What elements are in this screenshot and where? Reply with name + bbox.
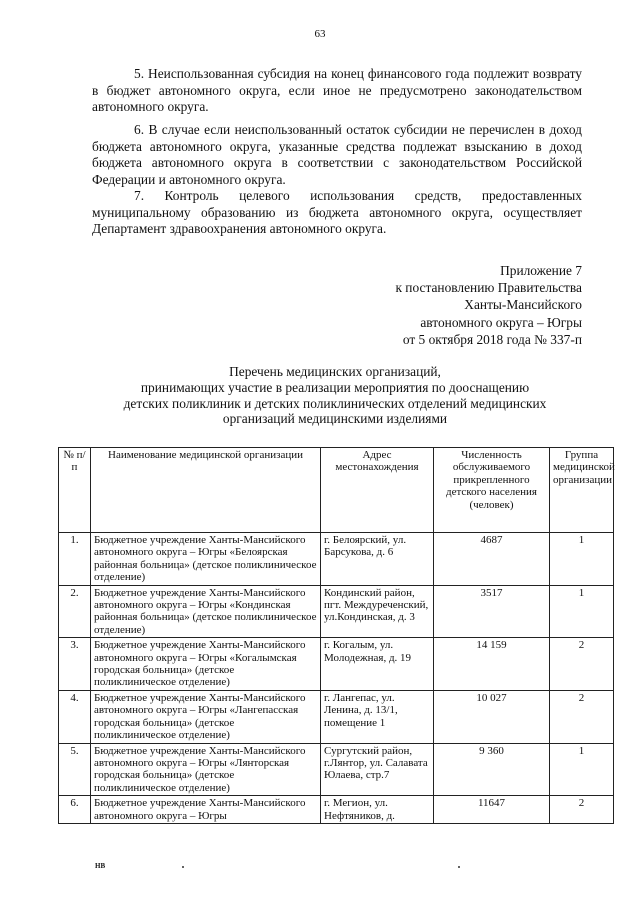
organizations-table [58, 447, 614, 824]
appendix-line: автономного округа – Югры [420, 314, 582, 330]
row-num: 5. [59, 743, 91, 796]
header-address: Адрес местонахождения [321, 448, 434, 533]
row-num: 2. [59, 585, 91, 638]
row-num: 6. [59, 796, 91, 824]
page-number: 63 [314, 28, 326, 40]
scan-dot [182, 866, 184, 868]
appendix-header [395, 262, 582, 348]
row-name: Бюджетное учреждение Ханты-Мансийского автономного округа – Югры «Лянторская городская больница» (детское поликлиническое отделение) [91, 743, 321, 796]
bottom-mark: НВ [95, 862, 106, 870]
row-group: 2 [550, 796, 614, 824]
row-name: Бюджетное учреждение Ханты-Мансийского автономного округа – Югры «Кондинская районная больница» (детское поликлиническое отделение) [91, 585, 321, 638]
row-address: Кондинский район, пгт. Междуреченский, ул.Кондинская, д. 3 [321, 585, 434, 638]
row-address: г. Мегион, ул. Нефтяников, д. [321, 796, 434, 824]
row-population: 4687 [434, 533, 550, 586]
row-population: 11647 [434, 796, 550, 824]
row-name: Бюджетное учреждение Ханты-Мансийского автономного округа – Югры «Белоярская районная больница» (детское поликлиническое отделение) [91, 533, 321, 586]
scan-dot [458, 866, 460, 868]
appendix-line: Приложение 7 [500, 263, 582, 278]
table-row [59, 585, 614, 638]
row-group: 2 [550, 638, 614, 691]
row-address: г. Лангепас, ул. Ленина, д. 13/1, помещение 1 [321, 690, 434, 743]
paragraph-6 [92, 122, 582, 188]
row-num: 1. [59, 533, 91, 586]
row-group: 2 [550, 690, 614, 743]
row-address: г. Когалым, ул. Молодежная, д. 19 [321, 638, 434, 691]
row-population: 10 027 [434, 690, 550, 743]
paragraph-7 [92, 188, 582, 238]
list-title-line: организаций медицинскими изделиями [222, 411, 448, 427]
row-name: Бюджетное учреждение Ханты-Мансийского автономного округа – Югры «Когалымская городская больница» (детское поликлиническое отделение) [91, 638, 321, 691]
appendix-line: Ханты-Мансийского [464, 297, 582, 313]
header-num: № п/п [59, 448, 91, 533]
table-header-row [59, 448, 614, 533]
list-title-line: принимающих участие в реализации мероприятия по дооснащению [140, 379, 530, 395]
table-row [59, 638, 614, 691]
row-address: г. Белоярский, ул. Барсукова, д. 6 [321, 533, 434, 586]
appendix-line: к постановлению Правительства [395, 280, 582, 296]
row-num: 3. [59, 638, 91, 691]
row-population: 14 159 [434, 638, 550, 691]
table-row [59, 533, 614, 586]
list-title [60, 364, 610, 427]
header-group: Группа медицинской организации [550, 448, 614, 533]
list-title-line: детских поликлиник и детских поликлинических отделений медицинских [123, 395, 547, 411]
appendix-line: от 5 октября 2018 года № 337-п [402, 331, 582, 347]
row-group: 1 [550, 533, 614, 586]
paragraph-text: 7. Контроль целевого использования средств, предоставленных муниципальному образованию из бюджета автономного округа, осуществляет Департамент здравоохранения автономного округа. [92, 188, 582, 236]
paragraph-text: 5. Неиспользованная субсидия на конец финансового года подлежит возврату в бюджет автономного округа, если иное не предусмотрено законодательством автономного округа. [92, 66, 582, 114]
row-group: 1 [550, 743, 614, 796]
row-population: 3517 [434, 585, 550, 638]
paragraph-text: 6. В случае если неиспользованный остаток субсидии не перечислен в доход бюджета автономного округа, указанные средства подлежат взысканию в доход бюджета автономного округа в соответствии с законодательством Российской Федерации и автономного округа. [92, 122, 582, 187]
row-population: 9 360 [434, 743, 550, 796]
row-group: 1 [550, 585, 614, 638]
row-name: Бюджетное учреждение Ханты-Мансийского автономного округа – Югры «Лангепасская городская больница» (детское поликлиническое отделение) [91, 690, 321, 743]
paragraph-5 [92, 66, 582, 116]
header-name: Наименование медицинской организации [91, 448, 321, 533]
table-row [59, 796, 614, 824]
table-row [59, 743, 614, 796]
row-name: Бюджетное учреждение Ханты-Мансийского автономного округа – Югры [91, 796, 321, 824]
row-address: Сургутский район, г.Лянтор, ул. Салавата Юлаева, стр.7 [321, 743, 434, 796]
row-num: 4. [59, 690, 91, 743]
list-title-line: Перечень медицинских организаций, [229, 364, 441, 379]
header-population: Численность обслуживаемого прикрепленного детского населения (человек) [434, 448, 550, 533]
table-row [59, 690, 614, 743]
